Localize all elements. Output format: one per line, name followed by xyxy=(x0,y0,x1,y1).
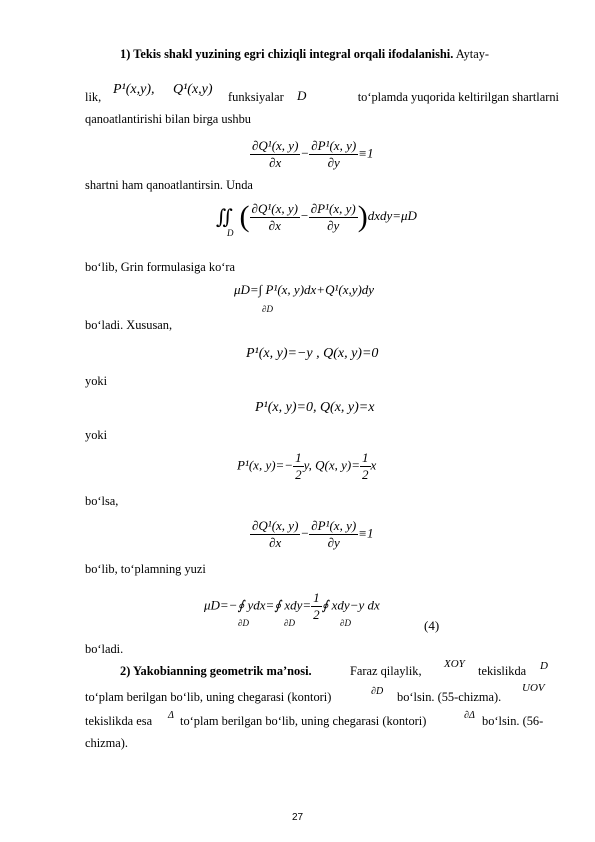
section2-line3b: to‘plam berilgan bo‘lib, uning chegarasi (kontori) xyxy=(180,714,427,728)
paren-close: ) xyxy=(357,200,368,233)
region-D-2: D xyxy=(540,660,548,672)
section2-line2a: to‘plam berilgan bo‘lib, uning chegarasi (kontori) xyxy=(85,690,332,704)
page-number: 27 xyxy=(291,812,304,823)
boundary-delta: ∂Δ xyxy=(464,710,475,721)
section2-line3c: bo‘lsin. (56- xyxy=(482,714,544,728)
section1-heading: 1) Tekis shakl yuzining egri chiziqli integral orqali ifodalanishi. xyxy=(120,47,454,61)
plane-UOV: UOV xyxy=(522,682,545,694)
text-lik: lik, xyxy=(85,90,102,104)
case-1: P¹(x, y)=−y , Q(x, y)=0 xyxy=(246,346,379,361)
cond-frac-1: $\frac{\text{∂Q¹(x, y)}}{\partial x}$ xyxy=(252,138,299,170)
section1-line6: bo‘ladi. Xususan, xyxy=(85,318,173,332)
section1-line7: bo‘lsa, xyxy=(85,494,119,508)
cond-frac-2: $\frac{\text{∂P¹(x, y)}}{\partial y}$ xyxy=(311,138,357,170)
section1-line2 xyxy=(85,90,101,105)
area-formula: μD=−∮ ydx=∮ xdy= $\frac{1}{2}$ ∮ xdy−y dx xyxy=(204,590,380,622)
section1-line5: bo‘lib, Grin formulasiga ko‘ra xyxy=(85,260,236,274)
section2-line4: chizma). xyxy=(85,736,128,750)
double-integral-sign: ∬ xyxy=(216,206,234,229)
text-funksiyalar: funksiyalar xyxy=(228,90,284,104)
area-sub-3: ∂D xyxy=(340,618,351,628)
section1-line3: qanoatlantirishi bilan birga ushbu xyxy=(85,112,251,126)
func-P: P¹(x,y), xyxy=(113,82,155,97)
section2-line2b: bo‘lsin. (55-chizma). xyxy=(397,690,502,704)
region-delta: Δ xyxy=(168,710,174,721)
yoki-2: yoki xyxy=(85,428,108,442)
section1-line8: bo‘lib, to‘plamning yuzi xyxy=(85,562,206,576)
yoki-1: yoki xyxy=(85,374,108,388)
area-sub-1: ∂D xyxy=(238,618,249,628)
section1-line4: shartni ham qanoatlantirsin. Unda xyxy=(85,178,253,192)
case-2: P¹(x, y)=0, Q(x, y)=x xyxy=(255,400,375,415)
condition-equation-repeat: $\frac{\text{∂Q¹(x, y)}}{\partial x}$ − $\frac{\text{∂P¹(x, y)}}{\partial y}$ ≡1 xyxy=(252,518,374,550)
case-3: P¹(x, y)=− $\frac{1}{2}$ y, Q(x, y)= $\frac{1}{2}$ x xyxy=(237,450,377,482)
section2-heading: 2) Yakobianning geometrik ma’nosi. xyxy=(120,664,312,678)
condition-equation: $\frac{\text{∂Q¹(x, y)}}{\partial x}$ − $\frac{\text{∂P¹(x, y)}}{\partial y}$ ≡1 xyxy=(252,138,374,170)
section2-text1: Faraz qilaylik, xyxy=(350,664,422,678)
section1-heading-line xyxy=(120,47,559,62)
double-integral-equation: $∬_D$ ( $\frac{\text{∂Q¹(x, y)}}{\partial x}$ − $\frac{\text{∂P¹(x, y)}}{\partial y}$ )dxdy=μD xyxy=(216,200,417,238)
boundary-D: ∂D xyxy=(371,686,384,697)
section2-line3a: tekislikda esa xyxy=(85,714,153,728)
func-Q: Q¹(x,y) xyxy=(173,82,213,97)
green-subscript: ∂D xyxy=(262,304,273,314)
region-D: D xyxy=(297,88,307,103)
section1-line9: bo‘ladi. xyxy=(85,642,124,656)
equation-number: (4) xyxy=(424,618,440,633)
section2-text2: tekislikda xyxy=(478,664,527,678)
plane-XOY: XOY xyxy=(444,658,465,670)
text-line2-end: to‘plamda yuqorida keltirilgan shartlarni xyxy=(357,90,559,104)
area-sub-2: ∂D xyxy=(284,618,295,628)
paren-open: ( xyxy=(239,200,250,233)
section1-heading-tail: Aytay- xyxy=(455,47,490,61)
green-formula: μD=∫ P¹(x, y)dx+Q¹(x,y)dy xyxy=(234,282,375,297)
